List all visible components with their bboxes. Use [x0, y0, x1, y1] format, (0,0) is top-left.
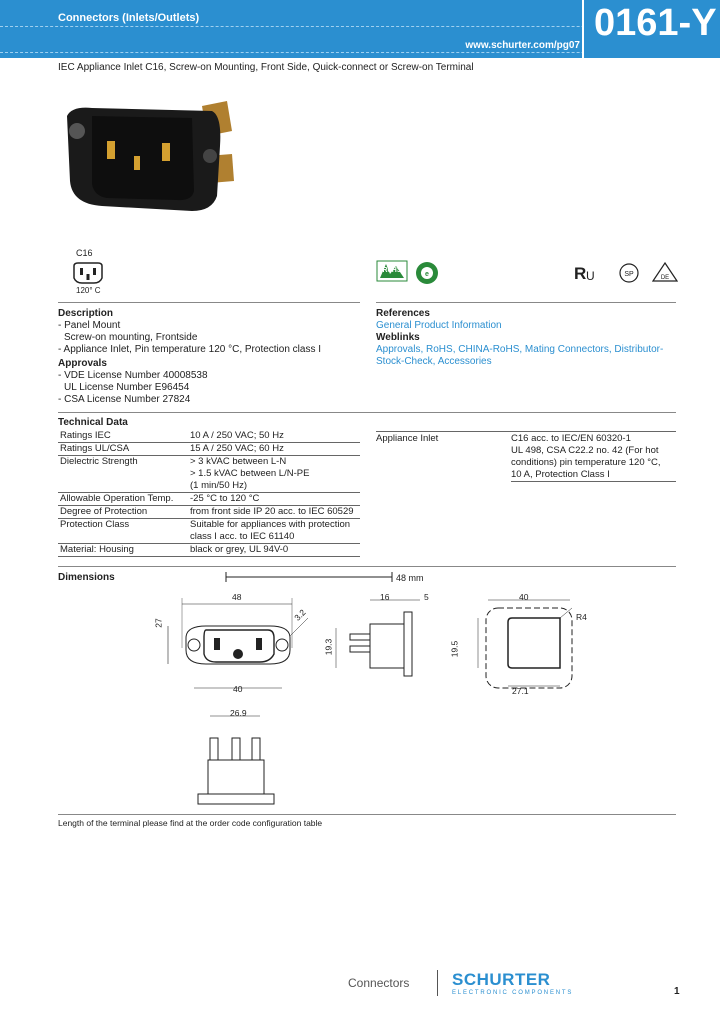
- schurter-logo: [452, 970, 573, 996]
- description-block: [58, 308, 358, 406]
- dim-width: 48: [232, 592, 242, 602]
- panel-cutout-drawing: [456, 588, 596, 700]
- technical-value: from front side IP 20 acc. to IEC 60529: [188, 506, 360, 519]
- references-title: References: [376, 308, 430, 319]
- technical-value: -25 °C to 120 °C: [188, 493, 360, 506]
- weblinks-title: Weblinks: [376, 332, 420, 343]
- coupler-temp: 120° C: [76, 286, 101, 295]
- svg-text:e: e: [425, 271, 429, 278]
- description-line: - Panel Mount: [58, 320, 121, 331]
- dim-height: 27: [153, 618, 164, 628]
- technical-row: [58, 430, 360, 443]
- dim-cutout-height: 19.5: [449, 640, 460, 658]
- technical-value: 10 A / 250 VAC; 50 Hz: [188, 430, 360, 443]
- svg-text:U: U: [586, 269, 595, 283]
- dim-hole-diameter: 3.2: [292, 607, 308, 623]
- technical-label: Protection Class: [58, 519, 188, 544]
- scale-bar: [224, 570, 404, 584]
- technical-label: Ratings IEC: [58, 430, 188, 443]
- category-title: Connectors (Inlets/Outlets): [58, 12, 200, 24]
- approvals-line: UL License Number E96454: [64, 382, 190, 393]
- technical-row: [58, 456, 360, 493]
- dim-cutout-width: 40: [519, 592, 529, 602]
- technical-row: [58, 443, 360, 456]
- appliance-inlet-value: C16 acc. to IEC/EN 60320-1 UL 498, CSA C22.2 no. 42 (For hot conditions) pin temperature 120 °C, 10 A, Protection Class I: [511, 433, 676, 482]
- technical-label: Degree of Protection: [58, 506, 188, 519]
- dim-holes: 40: [233, 684, 243, 694]
- weblinks-list[interactable]: Approvals, RoHS, CHINA-RoHS, Mating Connectors, Distributor-Stock-Check, Accessories: [376, 344, 664, 367]
- vde-icon: [652, 262, 678, 282]
- technical-label: Material: Housing: [58, 544, 188, 557]
- technical-value: Suitable for appliances with protection class I acc. to IEC 61140: [188, 519, 360, 544]
- product-photo: [62, 86, 252, 216]
- approvals-line: - CSA License Number 27824: [58, 394, 191, 405]
- technical-row: [58, 506, 360, 519]
- dim-cutout-inner: 27.1: [512, 686, 529, 696]
- technical-label: Ratings UL/CSA: [58, 443, 188, 456]
- references-block: [376, 308, 676, 368]
- svg-text:SP: SP: [624, 271, 634, 278]
- header-url[interactable]: www.schurter.com/pg07: [465, 40, 580, 51]
- dimensions-title: Dimensions: [58, 572, 115, 583]
- technical-row: [58, 519, 360, 544]
- scale-label: 48 mm: [396, 573, 424, 583]
- terminal-note: Length of the terminal please find at the order code configuration table: [58, 818, 323, 828]
- side-view-drawing: [330, 588, 440, 688]
- technical-value: black or grey, UL 94V-0: [188, 544, 360, 557]
- product-subtitle: IEC Appliance Inlet C16, Screw-on Mounting, Front Side, Quick-connect or Screw-on Terminal: [58, 62, 474, 73]
- approvals-line: - VDE License Number 40008538: [58, 370, 208, 381]
- appliance-inlet-label: Appliance Inlet: [376, 433, 439, 444]
- brand-name: SCHURTER: [452, 970, 551, 989]
- dim-flange: 5: [424, 592, 429, 602]
- description-title: Description: [58, 308, 114, 319]
- coupler-icon: [72, 262, 104, 284]
- dim-side-height: 19.3: [323, 638, 334, 656]
- svg-text:R: R: [574, 264, 587, 283]
- description-line: - Appliance Inlet, Pin temperature 120 °C, Protection class I: [58, 344, 322, 355]
- technical-title: Technical Data: [58, 417, 128, 428]
- appliance-inlet-block: [376, 431, 676, 482]
- technical-label: Dielectric Strength: [58, 456, 188, 493]
- footer-divider: [437, 970, 438, 996]
- page-number: 1: [674, 986, 680, 997]
- technical-value: > 3 kVAC between L-N > 1.5 kVAC between L/N-PE (1 min/50 Hz): [188, 456, 360, 493]
- brand-sub: ELECTRONIC COMPONENTS: [452, 990, 574, 996]
- technical-row: [58, 544, 360, 557]
- general-info-link[interactable]: General Product Information: [376, 320, 502, 331]
- china-rohs-icon: [414, 260, 440, 286]
- part-number: 0161-Y: [582, 0, 720, 58]
- technical-table: [58, 430, 360, 557]
- approvals-title: Approvals: [58, 358, 107, 369]
- csa-icon: [618, 262, 640, 284]
- svg-text:DE: DE: [660, 275, 670, 281]
- footer-section: Connectors: [348, 976, 410, 990]
- rohs-badge: [376, 260, 408, 282]
- terminal-view-drawing: [196, 706, 296, 814]
- ul-icon: [572, 262, 598, 284]
- technical-row: [58, 493, 360, 506]
- coupler-code: C16: [76, 248, 93, 258]
- description-line: Screw-on mounting, Frontside: [64, 332, 198, 343]
- dim-depth: 16: [380, 592, 390, 602]
- dim-radius: R4: [576, 612, 587, 622]
- technical-label: Allowable Operation Temp.: [58, 493, 188, 506]
- dim-terminal-spacing: 26.9: [230, 708, 247, 718]
- svg-text:RoHS: RoHS: [382, 267, 402, 274]
- technical-value: 15 A / 250 VAC; 60 Hz: [188, 443, 360, 456]
